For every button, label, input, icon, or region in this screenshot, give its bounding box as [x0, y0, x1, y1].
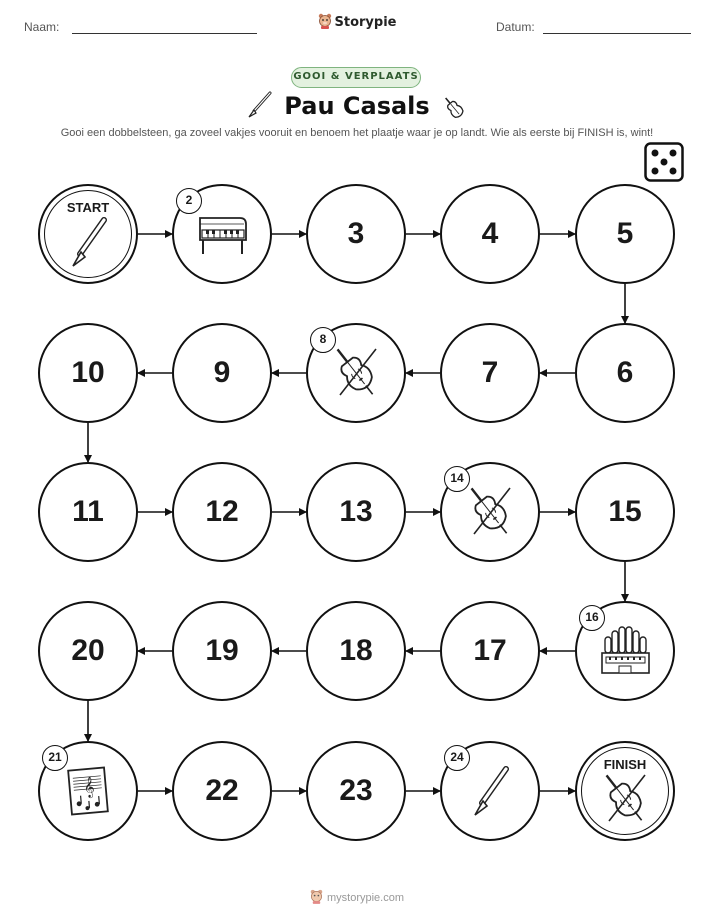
board-space-4[interactable]: [440, 184, 540, 284]
space-number: 3: [347, 217, 365, 250]
finish-space[interactable]: [575, 741, 675, 841]
space-number: 13: [339, 495, 373, 528]
space-number: 18: [339, 634, 373, 667]
space-number: 5: [616, 217, 634, 250]
space-number: 19: [205, 634, 239, 667]
board-space-22[interactable]: [172, 741, 272, 841]
board-space-18[interactable]: [306, 601, 406, 701]
space-number-badge: 14: [444, 466, 470, 492]
space-number: 20: [71, 634, 105, 667]
space-number-badge: 8: [310, 327, 336, 353]
space-number-badge: 2: [176, 188, 202, 214]
brand-name: Storypie: [334, 15, 397, 30]
board-space-10[interactable]: [38, 323, 138, 423]
instructions: Gooi een dobbelsteen, ga zoveel vakjes vooruit en benoem het plaatje waar je op landt. Wie als eerste bij FINISH is, wint!: [60, 127, 654, 139]
footer: [0, 889, 714, 907]
name-label: Naam:: [24, 20, 60, 34]
space-number: 9: [213, 356, 231, 389]
board-space-12[interactable]: [172, 462, 272, 562]
board-space-13[interactable]: [306, 462, 406, 562]
board-space-23[interactable]: [306, 741, 406, 841]
space-number: 17: [473, 634, 507, 667]
footer-url: mystorypie.com: [326, 892, 405, 904]
board-space-3[interactable]: [306, 184, 406, 284]
space-number: 23: [339, 774, 373, 807]
game-type-badge: GOOI & VERPLAATS: [291, 67, 421, 88]
storypie-logo-icon: [310, 889, 323, 907]
space-number: 10: [71, 356, 105, 389]
board-space-15[interactable]: [575, 462, 675, 562]
board-space-20[interactable]: [38, 601, 138, 701]
start-space[interactable]: [38, 184, 138, 284]
start-label: START: [66, 200, 110, 215]
space-number: 7: [481, 356, 499, 389]
board-space-19[interactable]: [172, 601, 272, 701]
finish-label: FINISH: [603, 757, 647, 772]
board-space-7[interactable]: [440, 323, 540, 423]
board-space-5[interactable]: [575, 184, 675, 284]
space-number-badge: 16: [579, 605, 605, 631]
space-number-badge: 24: [444, 745, 470, 771]
space-number: 12: [205, 495, 239, 528]
space-number: 22: [205, 774, 239, 807]
board-space-9[interactable]: [172, 323, 272, 423]
space-number: 6: [616, 356, 634, 389]
board-space-11[interactable]: [38, 462, 138, 562]
svg-text:𝄞: 𝄞: [82, 776, 96, 799]
board-space-17[interactable]: [440, 601, 540, 701]
page-title: Pau Casals: [284, 92, 430, 120]
space-number: 11: [72, 495, 104, 528]
space-number-badge: 21: [42, 745, 68, 771]
space-number: 15: [608, 495, 642, 528]
board-space-6[interactable]: [575, 323, 675, 423]
space-number: 4: [481, 217, 499, 250]
date-label: Datum:: [496, 20, 535, 34]
